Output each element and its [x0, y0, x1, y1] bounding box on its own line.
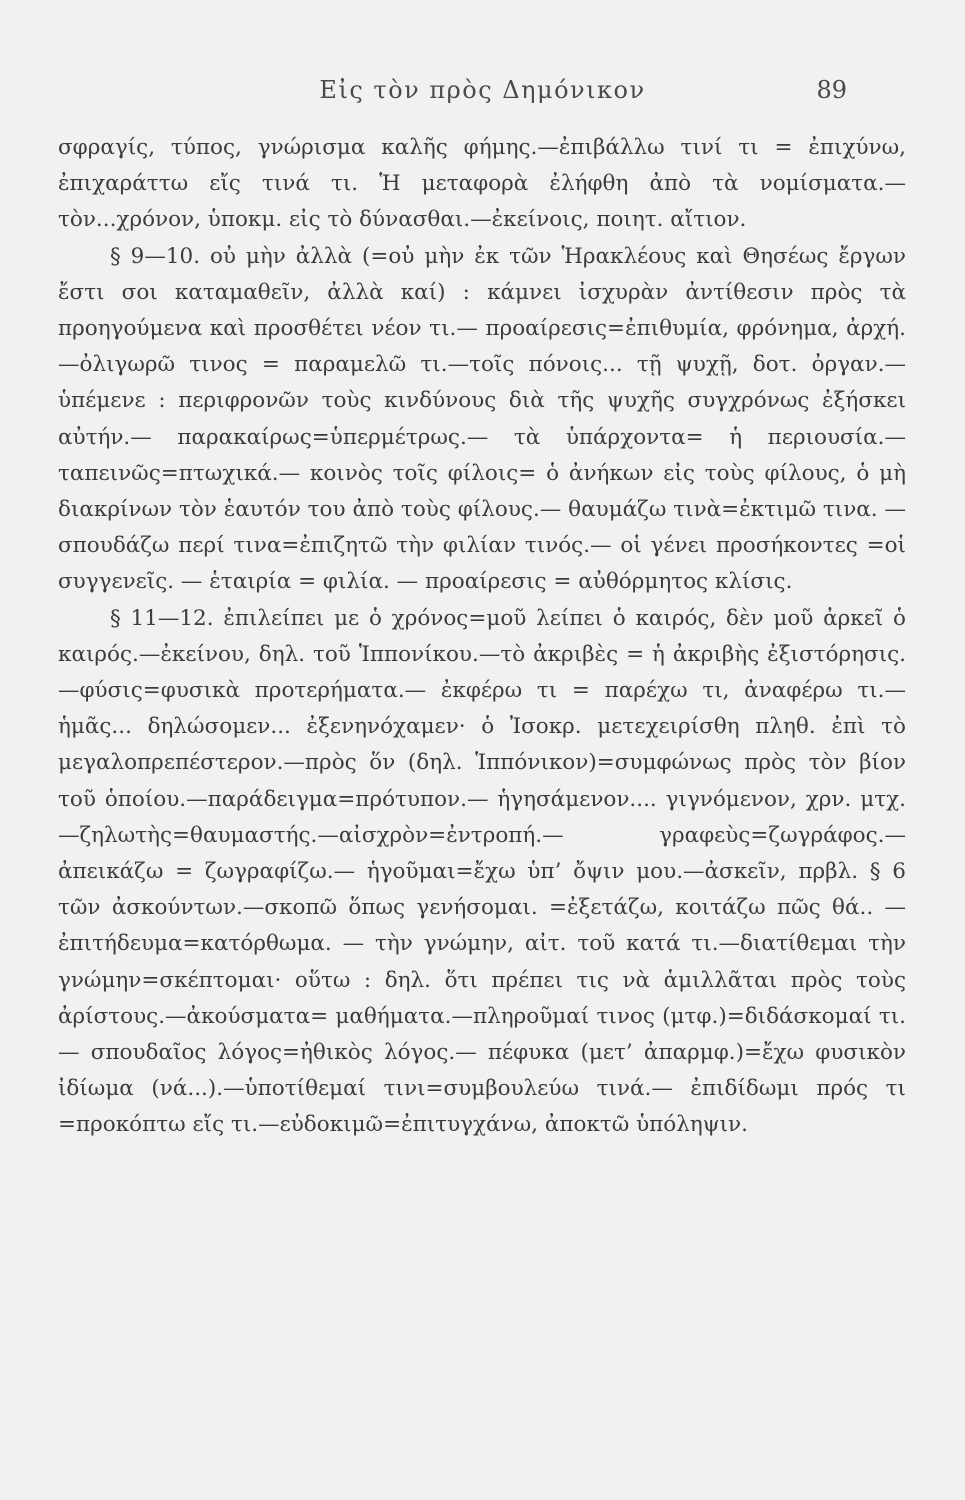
running-title: Εἰς τὸν πρὸς Δημόνικον [319, 76, 646, 104]
paragraph-continuation: σφραγίς, τύπος, γνώρισμα καλῆς φήμης.—ἐπιβάλλω τινί τι = ἐπιχύνω, ἐπιχαράττω εἴς τινά τι. Ἡ μεταφορὰ ἐλήφθη ἀπὸ τὰ νομίσματα.—τὸν...χρόνον, ὑποκμ. εἰς τὸ δύνασθαι.—ἐκείνοις, ποιητ. αἴτιον. [58, 135, 906, 233]
commentary-body [58, 130, 906, 1144]
paragraph-section-11-12: § 11—12. ἐπιλείπει με ὁ χρόνος=μοῦ λείπει ὁ καιρός, δὲν μοῦ ἀρκεῖ ὁ καιρός.—ἐκείνου, δηλ. τοῦ Ἱππονίκου.—τὸ ἀκριβὲς = ἡ ἀκριβὴς ἐξιστόρησις.—φύσις=φυσικὰ προτερήματα.— ἐκφέρω τι = παρέχω τι, ἀναφέρω τι.—ἡμᾶς... δηλώσομεν... ἐξενηνόχαμεν· ὁ Ἰσοκρ. μετεχειρίσθη πληθ. ἐπὶ τὸ μεγαλοπρεπέστερον.—πρὸς ὅν (δηλ. Ἱππόνικον)=συμφώνως πρὸς τὸν βίον τοῦ ὁποίου.—παράδειγμα=πρότυπον.— ἡγησάμενον.... γιγνόμενον, χρν. μτχ.—ζηλωτὴς=θαυμαστής.—αἰσχρὸν=ἐντροπή.— γραφεὺς=ζωγράφος.— ἀπεικάζω = ζωγραφίζω.— ἡγοῦμαι=ἔχω ὑπ’ ὄψιν μου.—ἀσκεῖν, πρβλ. § 6 τῶν ἀσκούντων.—σκοπῶ ὅπως γενήσομαι. =ἐξετάζω, κοιτάζω πῶς θά.. — ἐπιτήδευμα=κατόρθωμα. — τὴν γνώμην, αἰτ. τοῦ κατά τι.—διατίθεμαι τὴν γνώμην=σκέπτομαι· οὕτω : δηλ. ὅτι πρέπει τις νὰ ἁμιλλᾶται πρὸς τοὺς ἀρίστους.—ἀκούσματα= μαθήματα.—πληροῦμαί τινος (μτφ.)=διδάσκομαί τι.— σπουδαῖος λόγος=ἠθικὸς λόγος.— πέφυκα (μετ’ ἀπαρμφ.)=ἔχω φυσικὸν ἰδίωμα (νά...).—ὑποτίθεμαί τινι=συμβουλεύω τινά.— ἐπιδίδωμι πρός τι =προκόπτω εἴς τι.—εὐδοκιμῶ=ἐπιτυγχάνω, ἀποκτῶ ὑπόληψιν. [58, 605, 906, 1138]
page-header [0, 70, 965, 110]
paragraph-section-9-10: § 9—10. οὐ μὴν ἀλλὰ (=οὐ μὴν ἐκ τῶν Ἡρακλέους καὶ Θησέως ἔργων ἔστι σοι καταμαθεῖν, ἀλλὰ καί) : κάμνει ἰσχυρὰν ἀντίθεσιν πρὸς τὰ προηγούμενα καὶ προσθέτει νέον τι.— προαίρεσις=ἐπιθυμία, φρόνημα, ἀρχή.—ὀλιγωρῶ τινος = παραμελῶ τι.—τοῖς πόνοις... τῇ ψυχῇ, δοτ. ὀργαν.—ὑπέμενε : περιφρονῶν τοὺς κινδύνους διὰ τῆς ψυχῆς συγχρόνως ἐξήσκει αὐτήν.— παρακαίρως=ὑπερμέτρως.— τὰ ὑπάρχοντα= ἡ περιουσία.— ταπεινῶς=πτωχικά.— κοινὸς τοῖς φίλοις= ὁ ἀνήκων εἰς τοὺς φίλους, ὁ μὴ διακρίνων τὸν ἑαυτόν του ἀπὸ τοὺς φίλους.— θαυμάζω τινὰ=ἐκτιμῶ τινα. — σπουδάζω περί τινα=ἐπιζητῶ τὴν φιλίαν τινός.— οἱ γένει προσήκοντες =οἱ συγγενεῖς. — ἑταιρία = φιλία. — προαίρεσις = αὐθόρμητος κλίσις. [58, 243, 906, 595]
page-number: 89 [816, 76, 847, 104]
